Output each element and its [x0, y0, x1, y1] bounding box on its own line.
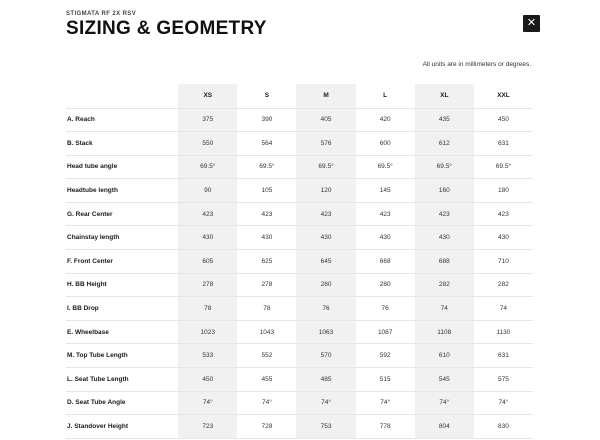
row-label: Head tube angle — [66, 155, 178, 179]
cell-value: 423 — [178, 202, 237, 226]
cell-value: 69.5° — [474, 155, 533, 179]
cell-value: 1023 — [178, 320, 237, 344]
cell-value: 74 — [474, 297, 533, 321]
cell-value: 575 — [474, 368, 533, 392]
cell-value: 753 — [296, 415, 355, 439]
cell-value: 78 — [237, 297, 296, 321]
cell-value: 390 — [237, 108, 296, 132]
cell-value: 1130 — [474, 320, 533, 344]
table-row — [66, 202, 533, 226]
cell-value: 688 — [415, 250, 474, 274]
cell-value: 105 — [237, 179, 296, 203]
cell-value: 723 — [178, 415, 237, 439]
cell-value: 69.5° — [237, 155, 296, 179]
row-label: A. Reach — [66, 108, 178, 132]
cell-value: 435 — [415, 108, 474, 132]
size-header-l: L — [356, 84, 415, 108]
cell-value: 420 — [356, 108, 415, 132]
cell-value: 282 — [415, 273, 474, 297]
table-row — [66, 391, 533, 415]
cell-value: 74 — [415, 297, 474, 321]
cell-value: 160 — [415, 179, 474, 203]
cell-value: 120 — [296, 179, 355, 203]
row-label: M. Top Tube Length — [66, 344, 178, 368]
units-note: All units are in millimeters or degrees. — [422, 61, 531, 68]
page-title: SIZING & GEOMETRY — [66, 18, 267, 39]
size-header-s: S — [237, 84, 296, 108]
cell-value: 423 — [474, 202, 533, 226]
cell-value: 455 — [237, 368, 296, 392]
cell-value: 804 — [415, 415, 474, 439]
cell-value: 74° — [237, 391, 296, 415]
cell-value: 1087 — [356, 320, 415, 344]
table-row — [66, 155, 533, 179]
cell-value: 592 — [356, 344, 415, 368]
row-label: F. Front Center — [66, 250, 178, 274]
cell-value: 450 — [178, 368, 237, 392]
cell-value: 610 — [415, 344, 474, 368]
size-header-xl: XL — [415, 84, 474, 108]
cell-value: 430 — [474, 226, 533, 250]
cell-value: 1108 — [415, 320, 474, 344]
cell-value: 728 — [237, 415, 296, 439]
cell-value: 278 — [237, 273, 296, 297]
table-row — [66, 132, 533, 156]
cell-value: 612 — [415, 132, 474, 156]
table-row — [66, 344, 533, 368]
size-header-m: M — [296, 84, 355, 108]
cell-value: 375 — [178, 108, 237, 132]
cell-value: 74° — [474, 391, 533, 415]
cell-value: 564 — [237, 132, 296, 156]
cell-value: 74° — [415, 391, 474, 415]
row-label: B. Stack — [66, 132, 178, 156]
cell-value: 180 — [474, 179, 533, 203]
table-row — [66, 415, 533, 439]
cell-value: 830 — [474, 415, 533, 439]
row-label: Headtube length — [66, 179, 178, 203]
cell-value: 69.5° — [415, 155, 474, 179]
row-label: L. Seat Tube Length — [66, 368, 178, 392]
cell-value: 600 — [356, 132, 415, 156]
table-row — [66, 297, 533, 321]
cell-value: 552 — [237, 344, 296, 368]
row-label: D. Seat Tube Angle — [66, 391, 178, 415]
cell-value: 550 — [178, 132, 237, 156]
cell-value: 423 — [296, 202, 355, 226]
cell-value: 405 — [296, 108, 355, 132]
cell-value: 145 — [356, 179, 415, 203]
row-label: H. BB Height — [66, 273, 178, 297]
cell-value: 69.5° — [356, 155, 415, 179]
cell-value: 515 — [356, 368, 415, 392]
cell-value: 430 — [178, 226, 237, 250]
cell-value: 69.5° — [178, 155, 237, 179]
table-row — [66, 108, 533, 132]
cell-value: 605 — [178, 250, 237, 274]
row-label: I. BB Drop — [66, 297, 178, 321]
cell-value: 450 — [474, 108, 533, 132]
table-row — [66, 250, 533, 274]
geometry-table — [66, 84, 533, 439]
cell-value: 430 — [237, 226, 296, 250]
cell-value: 423 — [356, 202, 415, 226]
cell-value: 576 — [296, 132, 355, 156]
table-row — [66, 226, 533, 250]
table-header-row — [66, 84, 533, 108]
cell-value: 545 — [415, 368, 474, 392]
cell-value: 533 — [178, 344, 237, 368]
cell-value: 430 — [415, 226, 474, 250]
cell-value: 430 — [296, 226, 355, 250]
size-header-xs: XS — [178, 84, 237, 108]
table-row — [66, 179, 533, 203]
table-body — [66, 108, 533, 438]
cell-value: 778 — [356, 415, 415, 439]
cell-value: 710 — [474, 250, 533, 274]
cell-value: 278 — [178, 273, 237, 297]
model-subtitle: STIGMATA RF 2X RSV — [66, 11, 137, 17]
cell-value: 74° — [178, 391, 237, 415]
cell-value: 280 — [356, 273, 415, 297]
close-icon: ✕ — [526, 17, 537, 29]
row-label: E. Wheelbase — [66, 320, 178, 344]
header-label-cell — [66, 84, 178, 108]
cell-value: 282 — [474, 273, 533, 297]
cell-value: 90 — [178, 179, 237, 203]
close-button[interactable] — [523, 15, 540, 32]
cell-value: 631 — [474, 132, 533, 156]
table-row — [66, 273, 533, 297]
cell-value: 645 — [296, 250, 355, 274]
table-row — [66, 368, 533, 392]
cell-value: 76 — [356, 297, 415, 321]
cell-value: 74° — [296, 391, 355, 415]
cell-value: 625 — [237, 250, 296, 274]
cell-value: 74° — [356, 391, 415, 415]
size-header-xxl: XXL — [474, 84, 533, 108]
cell-value: 570 — [296, 344, 355, 368]
cell-value: 485 — [296, 368, 355, 392]
cell-value: 1043 — [237, 320, 296, 344]
cell-value: 423 — [237, 202, 296, 226]
cell-value: 430 — [356, 226, 415, 250]
cell-value: 78 — [178, 297, 237, 321]
cell-value: 631 — [474, 344, 533, 368]
cell-value: 1063 — [296, 320, 355, 344]
row-label: J. Standover Height — [66, 415, 178, 439]
table-row — [66, 320, 533, 344]
cell-value: 423 — [415, 202, 474, 226]
cell-value: 668 — [356, 250, 415, 274]
row-label: G. Rear Center — [66, 202, 178, 226]
row-label: Chainstay length — [66, 226, 178, 250]
cell-value: 69.5° — [296, 155, 355, 179]
cell-value: 280 — [296, 273, 355, 297]
cell-value: 76 — [296, 297, 355, 321]
